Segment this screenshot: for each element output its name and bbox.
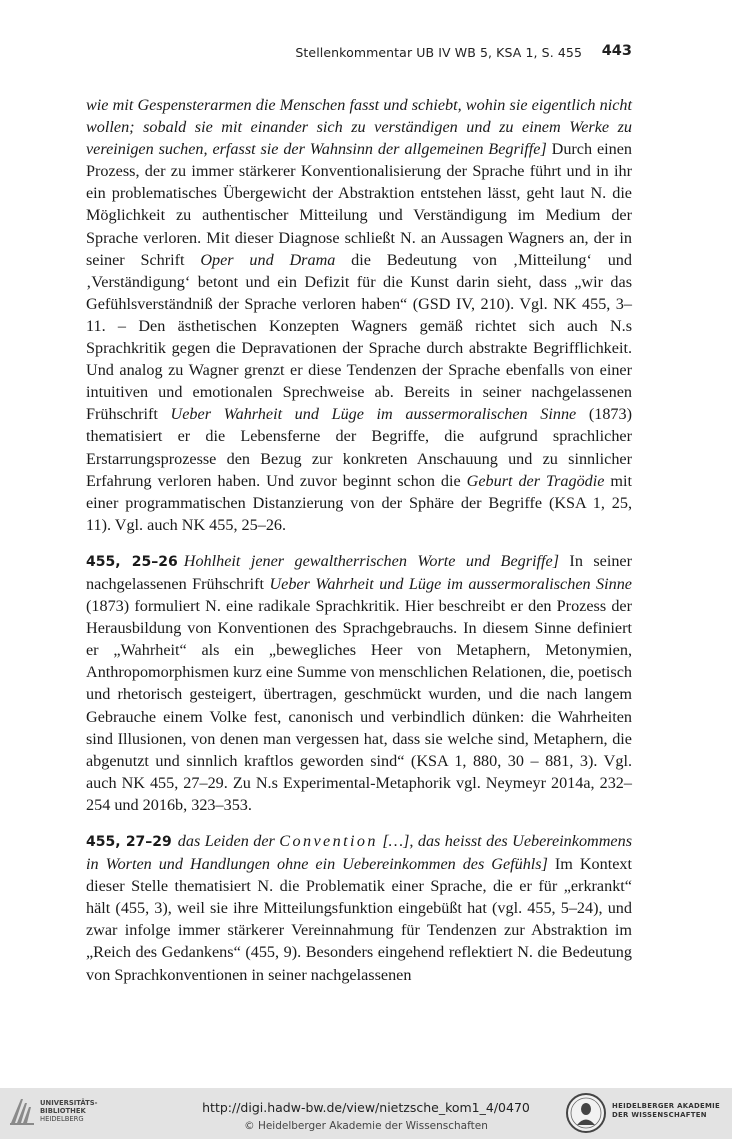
lemma: das Leiden der <box>177 832 280 850</box>
permalink-url[interactable]: http://digi.hadw-bw.de/view/nietzsche_kom1_4/0470 <box>202 1100 530 1115</box>
title-italic: Ueber Wahrheit und Lüge im aussermoralischen Sinne <box>170 405 577 424</box>
digitization-footer <box>0 1088 732 1139</box>
text-segment: die Bedeutung von ‚Mitteilung‘ und ‚Verständigung‘ betont und ein Defizit für die Kunst darin sieht, dass „wir das Gefühlsverständniß der Sprache verloren haben“ (GSD IV, 210). Vgl. NK 455, 3–11. – Den ästhetischen Konzepten Wagners gemäß richtet sich auch N.s Sprachkritik gegen die Depravationen der Sprache durch abstrakte Begrifflichkeit. Und analog zu Wagner grenzt er diese Tendenzen der Sprache ebenfalls von einer intuitiven und emotionalen Sprechweise ab. Bereits in seiner nachgelassenen Frühschrift <box>86 250 632 424</box>
text-segment: mit einer programmatischen Distanzierung von der Sphäre der Begriffe (KSA 1, 25, 11). Vgl. auch NK 455, 25–26. <box>86 471 633 534</box>
academy-name-line: HEIDELBERGER AKADEMIE <box>612 1102 721 1110</box>
text-segment: Im Kontext dieser Stelle thematisiert N. die Problematik einer Sprache, die er für „erkrankt“ hält (455, 3), weil sie ihre Mitteilungsfunktion eingebüßt hat (vgl. 455, 5–24), und zwar infolge immer stärkerer Vereinnahmung für Tendenzen zur Abstraktion im „Reich des Gedankens“ (455, 9). Besonders eingehend reflektiert N. die Bedeutung von Sprachkonventionen in seiner nachgelassenen <box>86 855 633 984</box>
running-head: Stellenkommentar UB IV WB 5, KSA 1, S. 455 <box>295 45 582 60</box>
line-reference: 455, 27–29 <box>86 834 172 850</box>
text-segment: Durch einen Prozess, der zu immer stärkerer Konventionalisierung der Sprache führt und in ihr ein problematisches Übergewicht der Abstraktion entstehen lässt, geht laut N. die Möglichkeit zu authentischer Mitteilung und Verständigung im Medium der Sprache verloren. Mit dieser Diagnose schließt N. an Aussagen Wagners an, der in seiner Schrift <box>86 140 633 269</box>
library-name-line: UNIVERSITÄTS- <box>40 1099 98 1107</box>
lemma: wie mit Gespensterarmen die Menschen fasst und schiebt, wohin sie eigentlich nicht wollen; sobald sie mit einander sich zu verständigen und zu einem Werke zu vereinigen suchen, erfasst sie der Wahnsinn der allgemeinen Begriffe] <box>86 96 632 159</box>
title-italic: Oper und Drama <box>200 250 336 269</box>
text-segment: In seiner nachgelassenen Frühschrift <box>86 551 632 593</box>
text-segment: (1873) thematisiert er die Lebensferne der Begriffe, die aufgrund sprachlicher Erstarrungsprozesse den Bezug zur konkreten Anschauung und zu sinnlicher Erfahrung verloren haben. Und zuvor beginnt schon die <box>86 405 632 490</box>
page-number: 443 <box>601 43 632 59</box>
library-name-line: HEIDELBERG <box>40 1115 84 1123</box>
lemma: Hohlheit jener gewaltherrischen Worte und Begriffe] <box>183 551 559 570</box>
title-italic: Geburt der Tragödie <box>466 471 605 490</box>
academy-name <box>612 1102 720 1120</box>
academy-seal-logo-icon <box>565 1092 607 1134</box>
title-italic: Ueber Wahrheit und Lüge im aussermoralischen Sinne <box>269 574 632 593</box>
academy-name-line: DER WISSENSCHAFTEN <box>612 1111 707 1119</box>
copyright-notice: © Heidelberger Akademie der Wissenschaften <box>244 1120 488 1132</box>
page-header <box>86 42 632 66</box>
text-segment: (1873) formuliert N. eine radikale Sprachkritik. Hier beschreibt er den Prozess der Herausbildung von Konventionen des Sprachgebrauchs. In diesem Sinne definiert er „Wahrheit“ als ein „bewegliches Heer von Metaphern, Metonymien, Anthropomorphismen kurz eine Summe von menschlichen Relationen, die, poetisch und rhetorisch gesteigert, übertragen, geschmückt wurden, und die nach langem Gebrauche einem Volke fest, canonisch und verbindlich dünken: die Wahrheiten sind Illusionen, von denen man vergessen hat, dass sie welche sind, Metaphern, die abgenutzt und sinnlich kraftlos geworden sind“ (KSA 1, 880, 30 – 881, 3). Vgl. auch NK 455, 27–29. Zu N.s Experimental-Metaphorik vgl. Neymeyr 2014a, 232–254 und 2016b, 323–353. <box>86 597 632 814</box>
line-reference: 455, 25–26 <box>86 553 178 570</box>
commentary-paragraph-3 <box>86 830 632 986</box>
commentary-paragraph-2 <box>86 550 632 816</box>
page-body <box>86 94 632 986</box>
commentary-paragraph-1 <box>86 94 632 536</box>
lemma: […], das heisst des Uebereinkommens in Worten und Handlungen ohne ein Uebereinkommen des Gefühls] <box>86 832 633 874</box>
lemma-spaced: Convention <box>279 832 378 850</box>
library-name-line: BIBLIOTHEK <box>40 1107 86 1115</box>
